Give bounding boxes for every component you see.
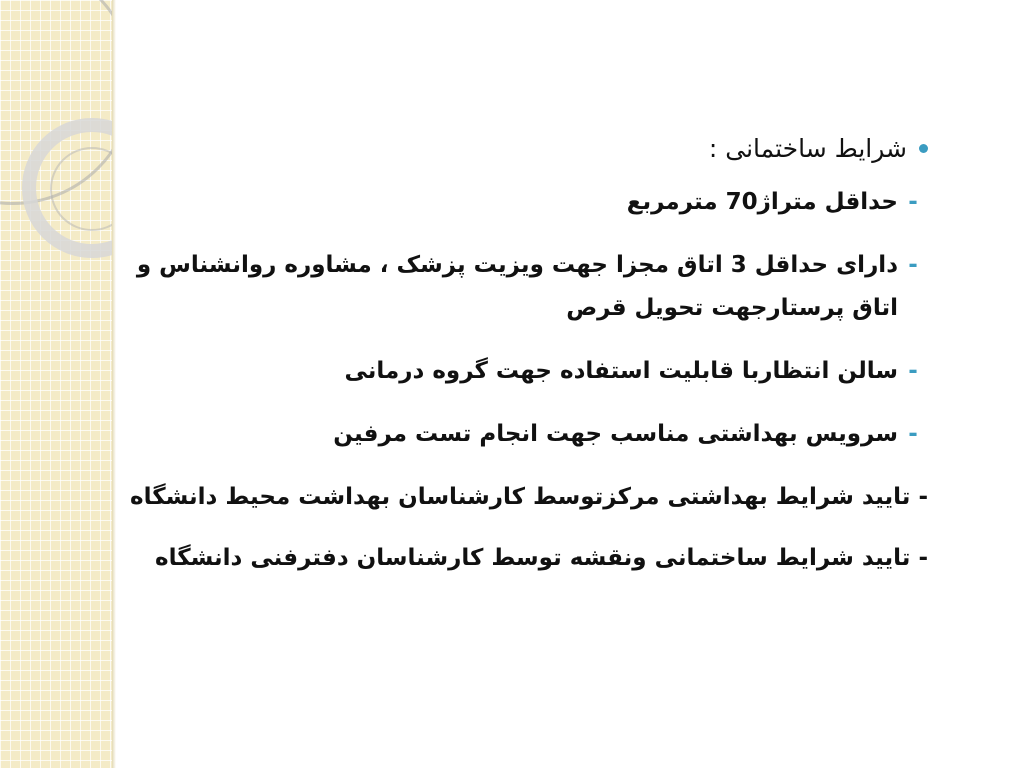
approval-line: - تایید شرایط ساختمانی ونقشه توسط کارشناسان دفترفنی دانشگاه	[155, 545, 928, 571]
dash-marker: -	[908, 189, 918, 215]
side-panel-edge	[112, 0, 116, 768]
heading-row	[118, 125, 928, 171]
section-heading: شرایط ساختمانی :	[708, 133, 907, 163]
list-item	[118, 244, 928, 330]
list-item	[118, 413, 928, 456]
bullet-dot-icon	[919, 144, 928, 153]
list-item-text: سرویس بهداشتی مناسب جهت انجام تست مرفین	[333, 421, 898, 447]
dash-marker: -	[908, 421, 918, 447]
list-item-text: دارای حداقل 3 اتاق مجزا جهت ویزیت پزشک ، مشاوره روانشناس و اتاق پرستارجهت تحویل قرص	[136, 252, 898, 321]
dash-marker: -	[908, 252, 918, 278]
dash-marker: -	[908, 358, 918, 384]
list-item-text: سالن انتظاربا قابلیت استفاده جهت گروه درمانی	[344, 358, 898, 384]
slide-content	[118, 125, 928, 598]
list-item	[118, 181, 928, 224]
decorative-side-panel	[0, 0, 112, 768]
list-item-text: حداقل متراژ70 مترمربع	[626, 189, 898, 215]
approval-line: - تایید شرایط بهداشتی مرکزتوسط کارشناسان بهداشت محیط دانشگاه	[130, 484, 928, 510]
list-item	[118, 350, 928, 393]
